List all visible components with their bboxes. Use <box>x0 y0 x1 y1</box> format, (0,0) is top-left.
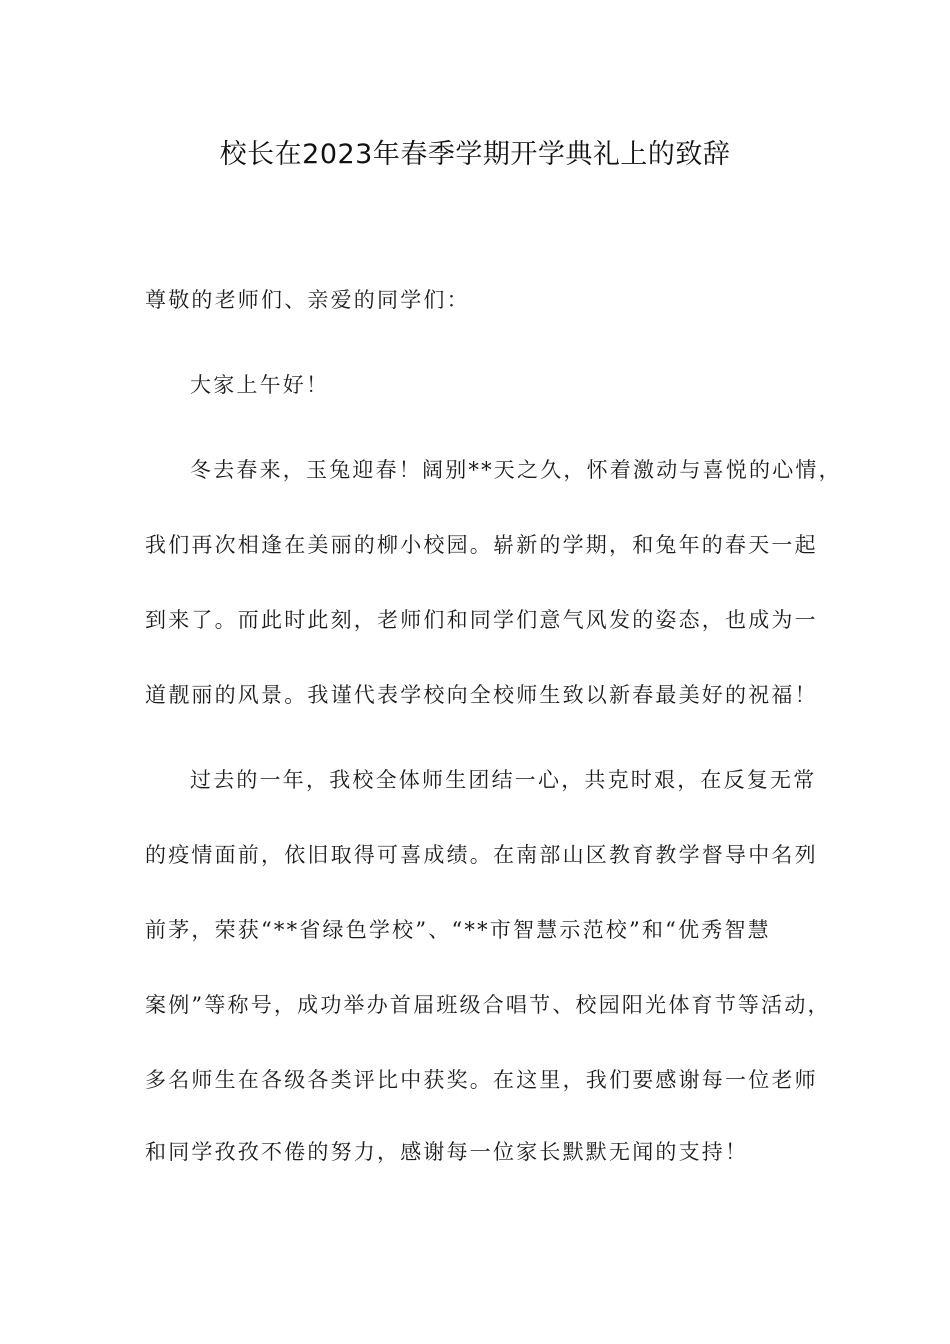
paragraph-1-line-1: 冬去春来，玉兔迎春！阔别**天之久，怀着激动与喜悦的心情， <box>190 458 842 482</box>
paragraph-2-line-4: 案例”等称号，成功举办首届班级合唱节、校园阳光体育节等活动， <box>145 993 831 1017</box>
paragraph-2-line-6: 和同学孜孜不倦的努力，感谢每一位家长默默无闻的支持！ <box>145 1140 749 1164</box>
document-title: 校长在2023年春季学期开学典礼上的致辞 <box>219 139 731 170</box>
paragraph-2-line-2: 的疫情面前，依旧取得可喜成绩。在南部山区教育教学督导中名列 <box>145 843 818 867</box>
greeting: 大家上午好！ <box>190 373 330 397</box>
paragraph-1-line-3: 到来了。而此时此刻，老师们和同学们意气风发的姿态，也成为一 <box>145 608 818 632</box>
salutation: 尊敬的老师们、亲爱的同学们： <box>145 288 470 312</box>
paragraph-1-line-4: 道靓丽的风景。我谨代表学校向全校师生致以新春最美好的祝福！ <box>145 683 818 707</box>
paragraph-1-line-2: 我们再次相逢在美丽的柳小校园。崭新的学期，和兔年的春天一起 <box>145 533 818 557</box>
paragraph-2-line-3: 前茅，荣获“**省绿色学校”、“**市智慧示范校”和“优秀智慧 <box>145 918 771 942</box>
paragraph-2-line-5: 多名师生在各级各类评比中获奖。在这里，我们要感谢每一位老师 <box>145 1068 818 1092</box>
paragraph-2-line-1: 过去的一年，我校全体师生团结一心，共克时艰，在反复无常 <box>190 768 817 792</box>
